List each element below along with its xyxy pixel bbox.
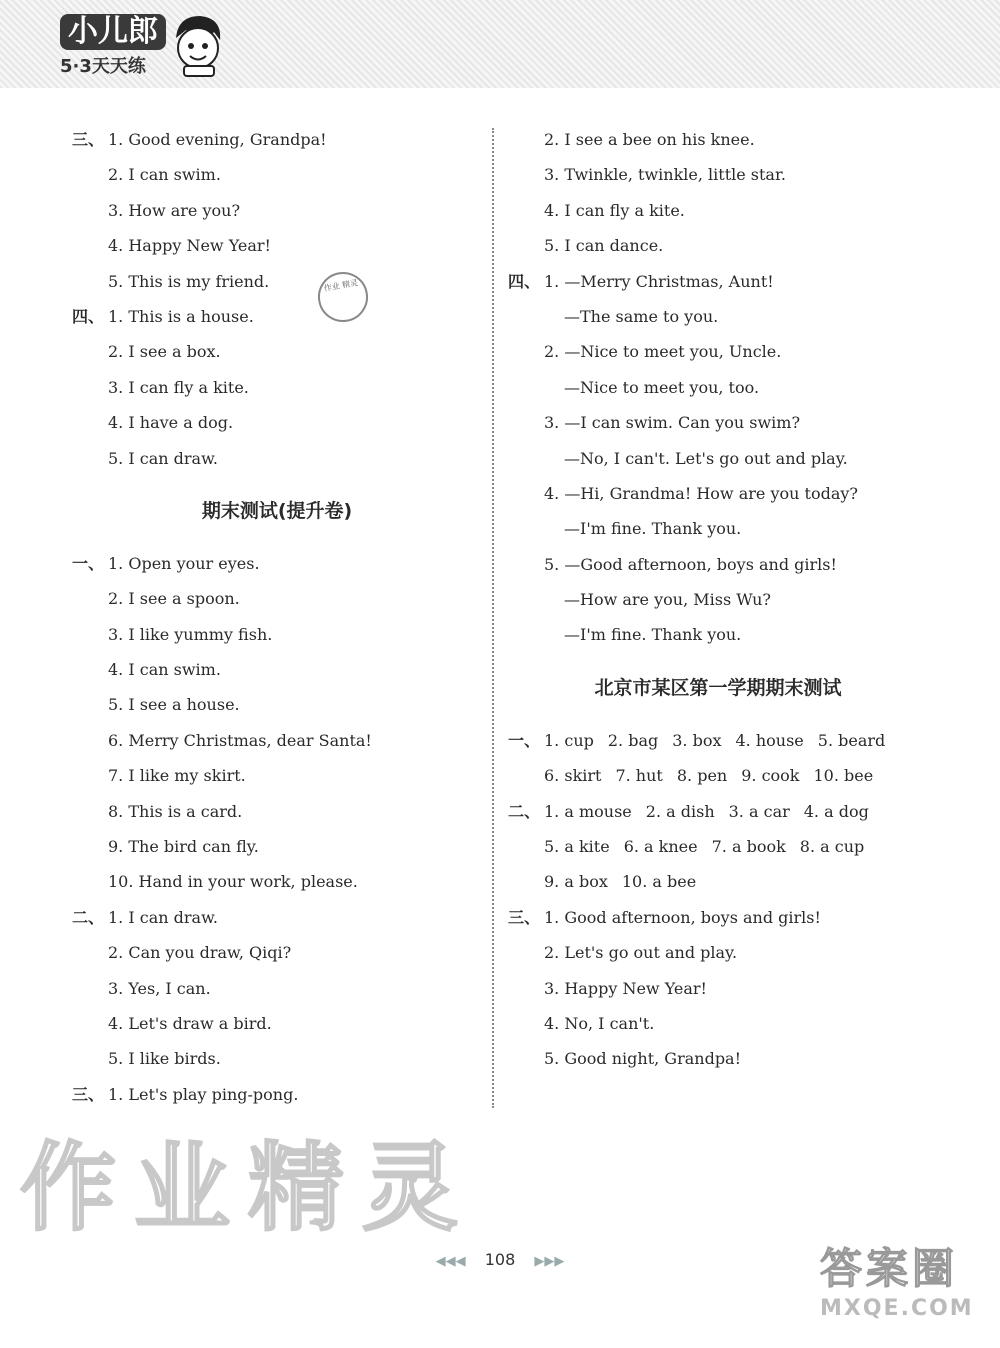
answer-text: 2. Let's go out and play. [544,943,738,963]
answer-line [72,971,482,1006]
answer-text: 3. Happy New Year! [544,978,707,998]
page-header [0,0,1000,88]
answer-item: 3. a car [728,801,790,821]
answer-line [72,193,482,228]
answer-row [508,723,928,758]
section-marker: 一、 [508,730,541,750]
answer-line [508,1041,928,1076]
answer-item: 4. a dog [803,801,869,821]
answer-item: 7. hut [615,766,663,786]
answer-text: 6. Merry Christmas, dear Santa! [108,730,372,750]
answer-text: —The same to you. [564,306,719,326]
answer-line [508,405,928,440]
answer-item: 8. a cup [799,837,865,857]
answer-text: 2. I see a box. [108,342,221,362]
answer-text: 5. I can draw. [108,448,218,468]
answer-line [72,723,482,758]
answer-text: 4. Let's draw a bird. [108,1013,272,1033]
answer-line [72,370,482,405]
answer-line [72,157,482,192]
answer-line [508,264,928,299]
arrows-right-icon: ▶▶▶ [534,1254,565,1269]
answer-line [72,1006,482,1041]
answer-line [508,228,928,263]
section-marker: 三、 [72,130,105,149]
answer-text: 1. This is a house. [108,306,254,326]
answer-item: 5. a kite [544,837,610,857]
answer-text: 5. This is my friend. [108,271,270,291]
answer-item: 1. a mouse [544,801,632,821]
answer-text: 3. Twinkle, twinkle, little star. [544,165,786,185]
answer-text: 3. I can fly a kite. [108,377,249,397]
answer-line [508,547,928,582]
answer-line [72,546,482,581]
left-column [72,122,482,1112]
answer-item: 6. a knee [623,837,698,857]
watermark-text: 作业精灵 [20,1132,476,1244]
answer-line [72,758,482,793]
answer-line [508,511,928,546]
answer-text: 5. —Good afternoon, boys and girls! [544,554,837,574]
mascot-boy-icon [168,12,228,78]
answer-line [508,370,928,405]
page-number: 108 [484,1250,516,1269]
answer-item: 8. pen [676,766,728,786]
answer-line [72,900,482,935]
answer-line [508,299,928,334]
answer-line [508,900,928,935]
answer-text: 3. —I can swim. Can you swim? [544,413,801,433]
section-marker: 一、 [72,553,105,573]
answer-item: 10. a bee [621,872,697,892]
answer-item: 2. a dish [645,801,715,821]
logo-subtitle: 5·3天天练 [60,56,146,77]
answer-line [72,405,482,440]
answer-line [508,441,928,476]
answer-item: 9. cook [741,766,800,786]
answer-text: 4. I can swim. [108,660,221,680]
answer-text: 4. I have a dog. [108,413,234,433]
section-marker: 二、 [508,801,541,821]
answer-item: 3. box [672,730,722,750]
answer-item: 7. a book [711,837,786,857]
answer-text: —I'm fine. Thank you. [564,625,742,645]
answer-text: 1. Let's play ping-pong. [108,1084,299,1104]
answer-line [72,617,482,652]
answer-text: 1. Good evening, Grandpa! [108,130,327,149]
answer-text: 4. —Hi, Grandma! How are you today? [544,483,858,503]
section-title: 期末测试(提升卷) [201,499,353,522]
answer-line [72,264,482,299]
answer-line [508,1006,928,1041]
answer-text: 7. I like my skirt. [108,766,246,786]
answer-item: 10. bee [813,766,874,786]
answer-line [72,334,482,369]
answer-item: 1. cup [544,730,594,750]
answer-text: 10. Hand in your work, please. [108,872,358,892]
answer-item: 6. skirt [544,766,602,786]
section-title: 北京市某区第一学期期末测试 [594,676,842,699]
corner-watermark-main: 答案圈 [820,1244,959,1293]
answer-text: 3. I like yummy fish. [108,624,273,644]
answer-line [72,299,482,334]
answer-text: —Nice to meet you, too. [564,377,760,397]
corner-watermark-site: MXQE.COM [820,1296,974,1321]
answer-text: 2. Can you draw, Qiqi? [108,943,292,963]
answer-text: 5. Good night, Grandpa! [544,1049,742,1069]
section-marker: 三、 [72,1084,105,1104]
brand-logo [60,14,166,78]
answer-text: 8. This is a card. [108,801,243,821]
answer-line [508,122,928,157]
right-column [508,122,928,1077]
answer-text: —I'm fine. Thank you. [564,519,742,539]
answer-line [72,1041,482,1076]
answer-line [72,228,482,263]
answer-text: 2. I can swim. [108,165,221,185]
answer-line [508,193,928,228]
answer-item: 4. house [735,730,804,750]
section-marker: 三、 [508,907,541,927]
answer-line [72,829,482,864]
answer-text: 1. Open your eyes. [108,553,260,573]
answer-line [508,334,928,369]
answer-line [508,617,928,652]
answer-text: 2. I see a bee on his knee. [544,130,755,149]
answer-line [508,971,928,1006]
answer-line [72,1077,482,1112]
answer-line [72,687,482,722]
section-marker: 四、 [72,306,105,326]
answer-row [508,829,928,864]
answer-text: 2. —Nice to meet you, Uncle. [544,342,782,362]
answer-row [508,794,928,829]
answer-text: 4. I can fly a kite. [544,200,685,220]
answer-text: 1. —Merry Christmas, Aunt! [544,271,774,291]
answer-line [72,441,482,476]
answer-text: 9. The bird can fly. [108,837,259,857]
answer-item: 9. a box [544,872,608,892]
answer-line [72,864,482,899]
column-divider [492,128,494,1108]
section-marker: 二、 [72,907,105,927]
answer-text: 4. Happy New Year! [108,236,271,256]
answer-text: 5. I like birds. [108,1049,221,1069]
answer-text: 1. I can draw. [108,907,218,927]
answer-line [508,935,928,970]
stamp-text: 作业 精灵 [323,278,359,294]
answer-text: 3. Yes, I can. [108,978,211,998]
answer-row [508,864,928,899]
answer-text: —How are you, Miss Wu? [564,590,771,610]
answer-line [508,582,928,617]
answer-text: 1. Good afternoon, boys and girls! [544,907,821,927]
answer-text: 2. I see a spoon. [108,589,240,609]
answer-text: 5. I can dance. [544,236,664,256]
answer-text: 5. I see a house. [108,695,240,715]
logo-title: 小儿郎 [60,14,166,50]
corner-watermark [820,1236,974,1321]
answer-item: 5. beard [817,730,886,750]
answer-text: —No, I can't. Let's go out and play. [564,448,848,468]
answer-text: 4. No, I can't. [544,1013,655,1033]
answer-text: 3. How are you? [108,200,241,220]
answer-row [508,758,928,793]
answer-line [72,122,482,157]
answer-item: 2. bag [607,730,659,750]
answer-line [508,157,928,192]
answer-line [72,935,482,970]
answer-line [508,476,928,511]
answer-line [72,794,482,829]
arrows-left-icon: ◀◀◀ [435,1254,466,1269]
section-marker: 四、 [508,271,541,291]
answer-line [72,652,482,687]
answer-line [72,581,482,616]
